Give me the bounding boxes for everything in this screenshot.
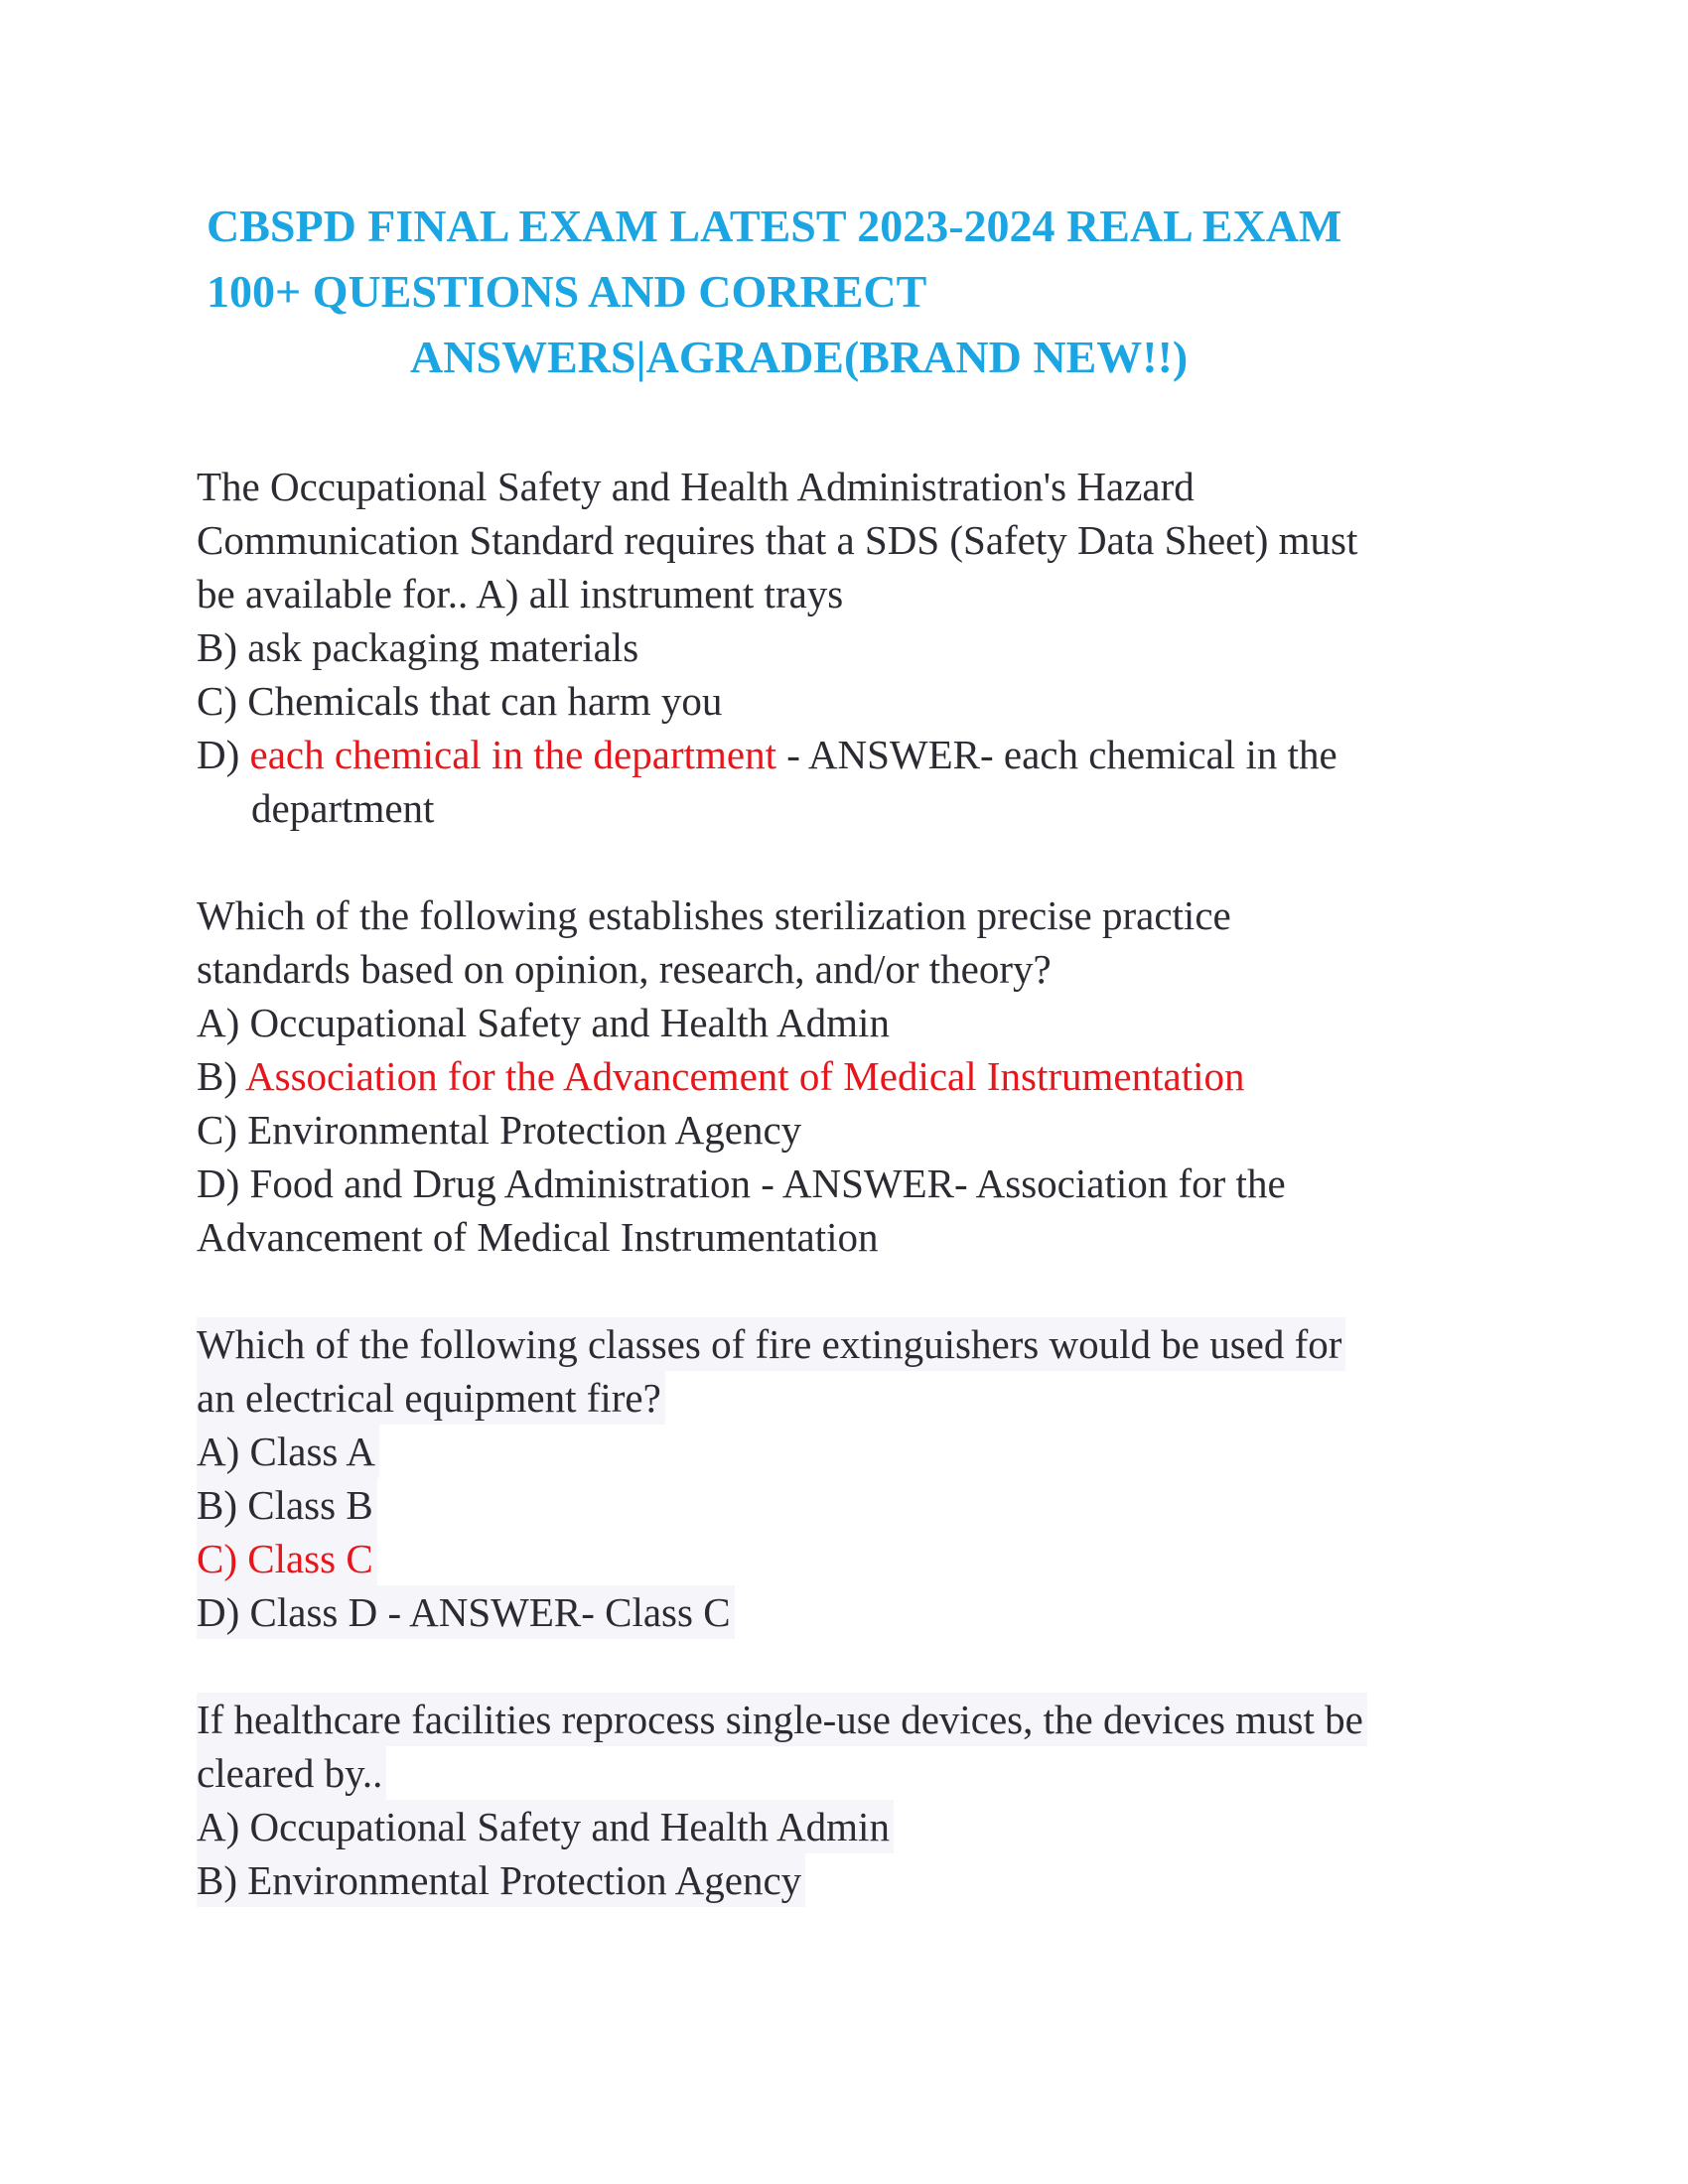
answer-continuation: Advancement of Medical Instrumentation xyxy=(197,1214,879,1260)
question-text: Communication Standard requires that a SDS (Safety Data Sheet) must xyxy=(197,517,1358,563)
option-a: A) Class A xyxy=(197,1425,379,1478)
question-text: If healthcare facilities reprocess single-use devices, the devices must be xyxy=(197,1693,1367,1746)
answer-continuation: department xyxy=(251,785,435,831)
option-d: D) Food and Drug Administration - ANSWER- Association for the xyxy=(197,1160,1286,1206)
question-4 xyxy=(197,1693,1507,1907)
question-text: cleared by.. xyxy=(197,1746,386,1800)
title-line-2: 100+ QUESTIONS AND CORRECT xyxy=(207,266,927,317)
question-text: Which of the following classes of fire extinguishers would be used for xyxy=(197,1317,1345,1371)
option-letter: B) xyxy=(197,1053,245,1099)
question-text: an electrical equipment fire? xyxy=(197,1371,665,1425)
question-3 xyxy=(197,1317,1507,1639)
question-text: be available for.. A) all instrument trays xyxy=(197,571,844,616)
question-2 xyxy=(197,888,1507,1264)
option-a: A) Occupational Safety and Health Admin xyxy=(197,1000,890,1045)
question-text: standards based on opinion, research, and/or theory? xyxy=(197,946,1052,992)
option-letter: D) xyxy=(197,732,250,777)
document-body xyxy=(197,460,1507,1907)
option-a: A) Occupational Safety and Health Admin xyxy=(197,1800,894,1853)
answer-text: - ANSWER- each chemical in the xyxy=(775,732,1337,777)
question-1 xyxy=(197,460,1507,835)
correct-answer-highlight: each chemical in the department xyxy=(249,732,776,777)
document-title xyxy=(207,194,1517,390)
option-b: B) ask packaging materials xyxy=(197,624,639,670)
option-b xyxy=(197,1049,1507,1103)
option-c: C) Environmental Protection Agency xyxy=(197,1107,802,1153)
question-text: The Occupational Safety and Health Administration's Hazard xyxy=(197,464,1195,509)
title-line-3: ANSWERS|AGRADE(BRAND NEW!!) xyxy=(410,332,1189,382)
option-b: B) Environmental Protection Agency xyxy=(197,1853,805,1907)
option-b: B) Class B xyxy=(197,1478,377,1532)
option-c: C) Chemicals that can harm you xyxy=(197,678,723,724)
correct-answer-highlight: Association for the Advancement of Medical Instrumentation xyxy=(245,1053,1245,1099)
option-c-correct: C) Class C xyxy=(197,1532,377,1585)
option-d xyxy=(197,728,1507,781)
title-line-1: CBSPD FINAL EXAM LATEST 2023-2024 REAL EXAM xyxy=(207,201,1342,251)
option-d: D) Class D - ANSWER- Class C xyxy=(197,1585,735,1639)
question-text: Which of the following establishes sterilization precise practice xyxy=(197,892,1231,938)
